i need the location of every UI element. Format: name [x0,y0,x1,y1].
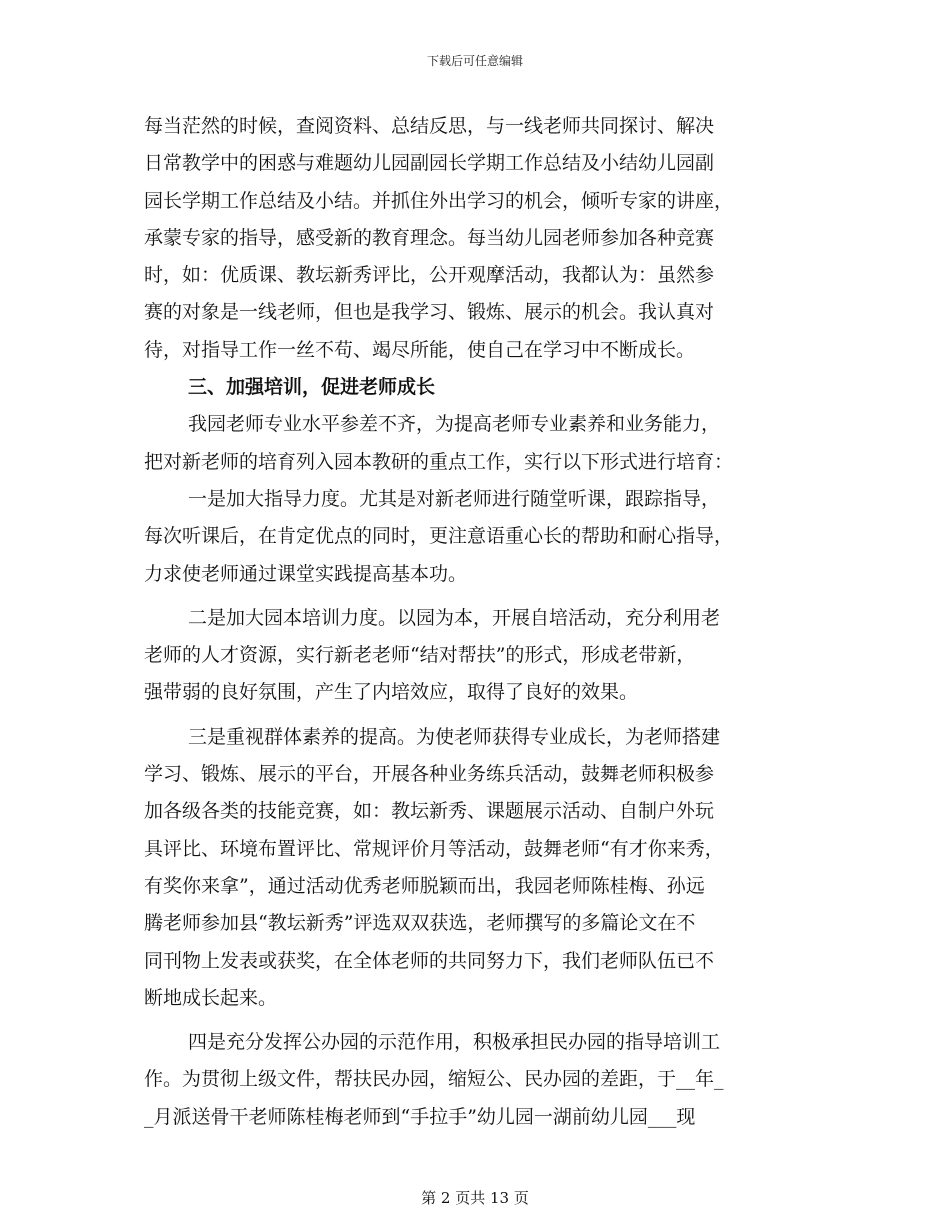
text-line: 每次听课后，在肯定优点的同时，更注意语重心长的帮助和耐心指导， [144,525,734,548]
text-line: 四是充分发挥公办园的示范作用，积极承担民办园的指导培训工 [188,1031,721,1054]
page-footer: 第 2 页共 13 页 [421,1189,529,1207]
text-line: 赛的对象是一线老师，但也是我学习、锻炼、展示的机会。我认真对 [144,301,715,324]
text-line: 园长学期工作总结及小结。并抓住外出学习的机会，倾听专家的讲座， [144,189,734,212]
text-line: 腾老师参加县“教坛新秀”评选双双获选，老师撰写的多篇论文在不 [144,912,696,935]
text-line: 加各级各类的技能竞赛，如：教坛新秀、课题展示活动、自制户外玩 [144,800,715,823]
text-line: 力求使老师通过课堂实践提高基本功。 [144,562,468,585]
document-body [144,108,816,1136]
text-line: 三是重视群体素养的提高。为使老师获得专业成长，为老师搭建 [188,725,721,748]
text-line: 每当茫然的时候，查阅资料、总结反思，与一线老师共同探讨、解决 [144,115,715,137]
page-header: 下载后可任意编辑 [426,54,523,68]
text-line: 一是加大指导力度。尤其是对新老师进行随堂听课，跟踪指导， [188,487,721,510]
text-line: 具评比、环境布置评比、常规评价月等活动，鼓舞老师“有才你来秀， [144,837,724,860]
text-line: 日常教学中的困惑与难题幼儿园副园长学期工作总结及小结幼儿园副 [144,152,715,175]
text-line: 时，如：优质课、教坛新秀评比，公开观摩活动，我都认为：虽然参 [144,264,715,287]
text-line: 老师的人才资源，实行新老老师“结对帮扶”的形式，形成老带新， [144,644,696,667]
text-line: 断地成长起来。 [144,986,278,1009]
text-line: 同刊物上发表或获奖，在全体老师的共同努力下，我们老师队伍已不 [144,949,715,972]
text-line: 二是加大园本培训力度。以园为本，开展自培活动，充分利用老 [188,606,721,629]
text-line: 把对新老师的培育列入园本教研的重点工作，实行以下形式进行培育： [144,450,734,473]
text-line: 作。为贯彻上级文件，帮扶民办园，缩短公、民办园的差距，于__年_ [144,1068,724,1091]
text-line: 学习、锻炼、展示的平台，开展各种业务练兵活动，鼓舞老师积极参 [144,763,715,786]
text-line: 承蒙专家的指导，感受新的教育理念。每当幼儿园老师参加各种竞赛 [144,226,715,249]
text-line: 待，对指导工作一丝不苟、竭尽所能，使自己在学习中不断成长。 [144,338,696,361]
section-heading: 三、加强培训，促进老师成长 [188,376,436,399]
text-line: 有奖你来拿”，通过活动优秀老师脱颖而出，我园老师陈桂梅、孙远 [144,874,705,897]
text-line: _月派送骨干老师陈桂梅老师到“手拉手”幼儿园一湖前幼儿园___现 [144,1105,696,1128]
text-line: 强带弱的良好氛围，产生了内培效应，取得了良好的效果。 [144,681,639,704]
text-line: 我园老师专业水平参差不齐，为提高老师专业素养和业务能力， [188,413,721,436]
